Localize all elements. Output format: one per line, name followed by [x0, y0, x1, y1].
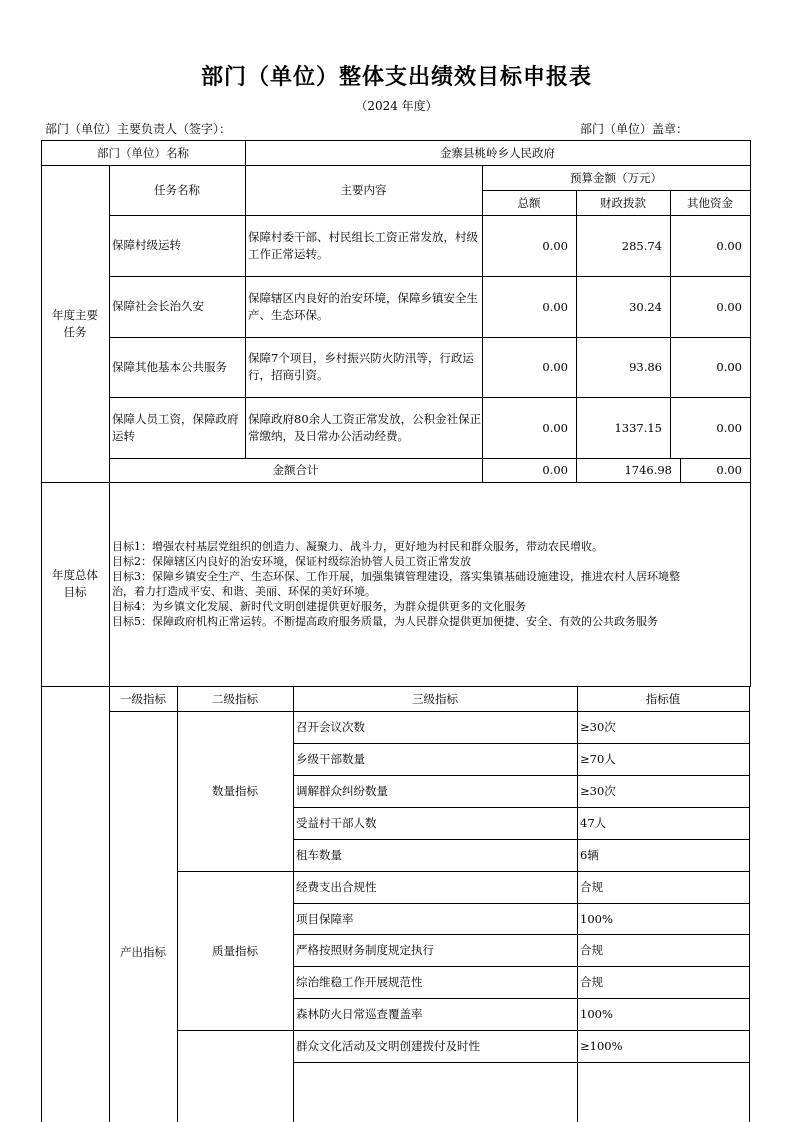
level3-header: 三级指标: [412, 691, 458, 706]
quality-indicator-label: 质量指标: [212, 943, 258, 958]
task-content: 保障辖区内良好的治安环境，保障乡镇安全生产、生态环保。: [248, 290, 478, 322]
task-other: 0.00: [716, 360, 742, 374]
budget-other-header: 其他资金: [687, 195, 733, 210]
annual-goals-label: 年度总体目标: [52, 568, 98, 599]
sum-total: 0.00: [542, 463, 568, 477]
indicator-value: 47人: [580, 816, 607, 830]
indicator-name: 森林防火日常巡查覆盖率: [296, 1007, 423, 1021]
task-fiscal: 285.74: [621, 238, 662, 253]
indicator-value: 100%: [580, 911, 613, 926]
indicator-name: 严格按照财务制度规定执行: [296, 943, 434, 957]
indicator-value: 合规: [580, 975, 603, 989]
seal-label: 部门（单位）盖章：: [580, 122, 689, 136]
sum-label: 金额合计: [272, 463, 319, 477]
responsible-signature-label: 部门（单位）主要负责人（签字）：: [45, 122, 232, 136]
task-other: 0.00: [716, 420, 742, 435]
task-total: 0.00: [542, 299, 568, 314]
indicator-name: 调解群众纠纷数量: [296, 784, 388, 798]
indicator-name: 群众文化活动及文明创建拨付及时性: [296, 1039, 480, 1053]
goal-line: 目标2：保障辖区内良好的治安环境，保证村级综治协管人员工资正常发放: [112, 555, 471, 568]
indicator-value: ≥70人: [580, 752, 616, 766]
goal-line: 目标3：保障乡镇安全生产、生态环保、工作开展，加强集镇管理建设，落实集镇基础设施建设，推进农村人居环境整: [112, 570, 680, 583]
indicator-value-header: 指标值: [645, 691, 681, 706]
dept-name-label: 部门（单位）名称: [97, 145, 189, 160]
output-indicator-label: 产出指标: [120, 944, 166, 959]
task-fiscal: 30.24: [629, 299, 662, 314]
indicator-name: 召开会议次数: [296, 720, 365, 734]
task-content: 保障7个项目，乡村振兴防火防汛等，行政运行，招商引资。: [248, 351, 474, 382]
indicator-value: ≥30次: [580, 720, 616, 734]
indicator-name: 乡级干部数量: [296, 752, 365, 766]
goal-line: 目标5：保障政府机构正常运转。不断提高政府服务质量，为人民群众提供更加便捷、安全、有效的公共政务服务: [112, 615, 658, 628]
task-name: 保障人员工资，保障政府运转: [112, 411, 239, 443]
indicator-name: 租车数量: [296, 848, 342, 862]
sum-other: 0.00: [716, 463, 742, 477]
task-content: 保障村委干部、村民组长工资正常发放，村级工作正常运转。: [248, 229, 478, 261]
task-fiscal: 1337.15: [614, 420, 662, 435]
dept-name-value: 金寨县桃岭乡人民政府: [440, 145, 555, 160]
task-fiscal: 93.86: [629, 360, 662, 374]
budget-amount-header: 预算金额（万元）: [570, 170, 662, 185]
task-content-header: 主要内容: [340, 183, 387, 197]
task-total: 0.00: [542, 360, 568, 374]
task-name: 保障其他基本公共服务: [112, 359, 227, 374]
goal-line: 治，着力打造成平安、和谐、美丽、环保的美好环境。: [112, 585, 376, 598]
indicator-value: ≥100%: [580, 1039, 623, 1053]
form-title: 部门（单位）整体支出绩效目标申报表: [200, 65, 592, 90]
level1-header: 一级指标: [120, 691, 166, 706]
goal-line: 目标4：为乡镇文化发展、新时代文明创建提供更好服务，为群众提供更多的文化服务: [112, 600, 526, 613]
budget-total-header: 总额: [517, 195, 541, 210]
level2-header: 二级指标: [212, 691, 258, 706]
task-name: 保障村级运转: [112, 238, 181, 252]
sum-fiscal: 1746.98: [624, 463, 672, 477]
quantity-indicator-label: 数量指标: [212, 784, 258, 798]
indicator-value: ≥30次: [580, 784, 616, 798]
annual-goals-text: [109, 482, 750, 686]
task-total: 0.00: [542, 420, 568, 435]
form-year: （2024 年度）: [355, 99, 438, 113]
task-other: 0.00: [716, 299, 742, 314]
task-name: 保障社会长治久安: [112, 299, 204, 313]
budget-fiscal-header: 财政拨款: [600, 195, 646, 210]
indicator-name: 经费支出合规性: [296, 880, 377, 894]
indicator-name: 项目保障率: [296, 911, 354, 926]
task-name-header: 任务名称: [154, 183, 200, 197]
indicator-value: 合规: [580, 943, 603, 957]
indicator-value: 100%: [580, 1007, 613, 1021]
annual-tasks-label: 年度主要任务: [52, 307, 98, 339]
indicator-value: 6辆: [580, 848, 599, 862]
indicator-name: 综治维稳工作开展规范性: [296, 975, 423, 989]
indicator-value: 合规: [580, 880, 603, 894]
task-other: 0.00: [716, 238, 742, 253]
goal-line: 目标1：增强农村基层党组织的创造力、凝聚力、战斗力，更好地为村民和群众服务，带动农民增收。: [112, 540, 603, 553]
indicator-name: 受益村干部人数: [296, 816, 377, 830]
task-total: 0.00: [542, 238, 568, 253]
task-content: 保障政府80余人工资正常发放，公积金社保正常缴纳，及日常办公活动经费。: [248, 411, 482, 443]
